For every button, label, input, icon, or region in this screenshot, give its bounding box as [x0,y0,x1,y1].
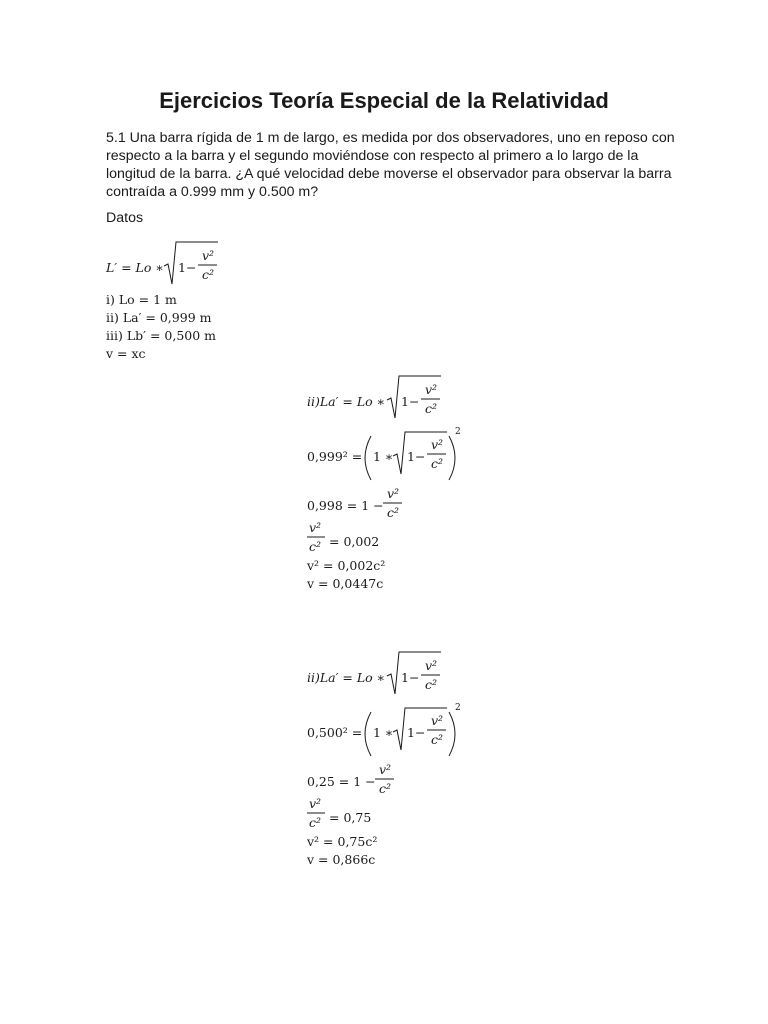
svg-text:0,999² =: 0,999² = [307,449,363,464]
problem-statement: 5.1 Una barra rígida de 1 m de largo, es medida por dos observadores, uno en reposo con respecto a la barra y el segundo moviéndose con respecto al primero a lo largo de la longitud de la barra. ¿A qué velocidad debe moverse el observador para observar la barra contraída a 0.999 mm y 0.500 m? [106,130,675,200]
svg-text:= 0,75: = 0,75 [329,810,372,825]
svg-text:0,500² =: 0,500² = [307,725,363,740]
svg-text:v²: v² [379,762,392,777]
solution2-eq2 [307,700,477,760]
svg-text:1−: 1− [407,725,426,740]
solution2-eq4 [307,796,407,836]
data-line: i) Lo = 1 m [106,292,177,307]
formula-lhs: L′ = Lo ∗ [106,260,164,275]
svg-text:ii)La′ = Lo ∗: ii)La′ = Lo ∗ [307,670,386,685]
lorentz-formula [106,240,236,286]
solution2-eq3 [307,760,427,800]
svg-text:v²: v² [431,713,444,728]
page-title: Ejercicios Teoría Especial de la Relatividad [159,88,609,113]
svg-text:c²: c² [431,732,444,747]
solution1-eq6: v = 0,0447c [307,576,384,591]
solution2-eq6: v = 0,866c [307,852,376,867]
svg-text:1−: 1− [407,449,426,464]
solution1-eq4 [307,520,407,560]
svg-text:1 ∗: 1 ∗ [373,449,394,464]
svg-text:2: 2 [455,703,461,713]
svg-text:v²: v² [425,382,438,397]
svg-text:c²: c² [309,539,322,554]
svg-text:c²: c² [431,456,444,471]
svg-text:v²: v² [387,486,400,501]
solution1-eq1 [307,374,447,420]
svg-text:v²: v² [309,520,322,535]
solution1-eq2 [307,424,477,484]
formula-num: v² [202,248,215,263]
svg-text:c²: c² [425,677,438,692]
svg-text:2: 2 [455,427,461,437]
svg-text:ii)La′ = Lo ∗: ii)La′ = Lo ∗ [307,394,386,409]
data-line: v = xc [106,346,146,361]
svg-text:1−: 1− [401,670,420,685]
svg-text:c²: c² [387,505,400,520]
svg-text:v²: v² [431,437,444,452]
svg-text:c²: c² [309,815,322,830]
solution2-eq5: v² = 0,75c² [307,834,378,849]
solution1-eq5: v² = 0,002c² [307,558,386,573]
svg-text:0,25 = 1 −: 0,25 = 1 − [307,774,376,789]
formula-den: c² [202,267,215,282]
svg-text:v²: v² [309,796,322,811]
svg-text:1−: 1− [401,394,420,409]
svg-text:0,998 = 1 −: 0,998 = 1 − [307,498,384,513]
datos-label: Datos [106,210,144,226]
formula-one-minus: 1− [178,260,197,275]
data-line: ii) La′ = 0,999 m [106,310,212,325]
svg-text:c²: c² [425,401,438,416]
svg-text:c²: c² [379,781,392,796]
data-line: iii) Lb′ = 0,500 m [106,328,217,343]
svg-text:= 0,002: = 0,002 [329,534,380,549]
svg-text:v²: v² [425,658,438,673]
solution1-eq3 [307,484,427,524]
svg-text:1 ∗: 1 ∗ [373,725,394,740]
solution2-eq1 [307,650,447,696]
